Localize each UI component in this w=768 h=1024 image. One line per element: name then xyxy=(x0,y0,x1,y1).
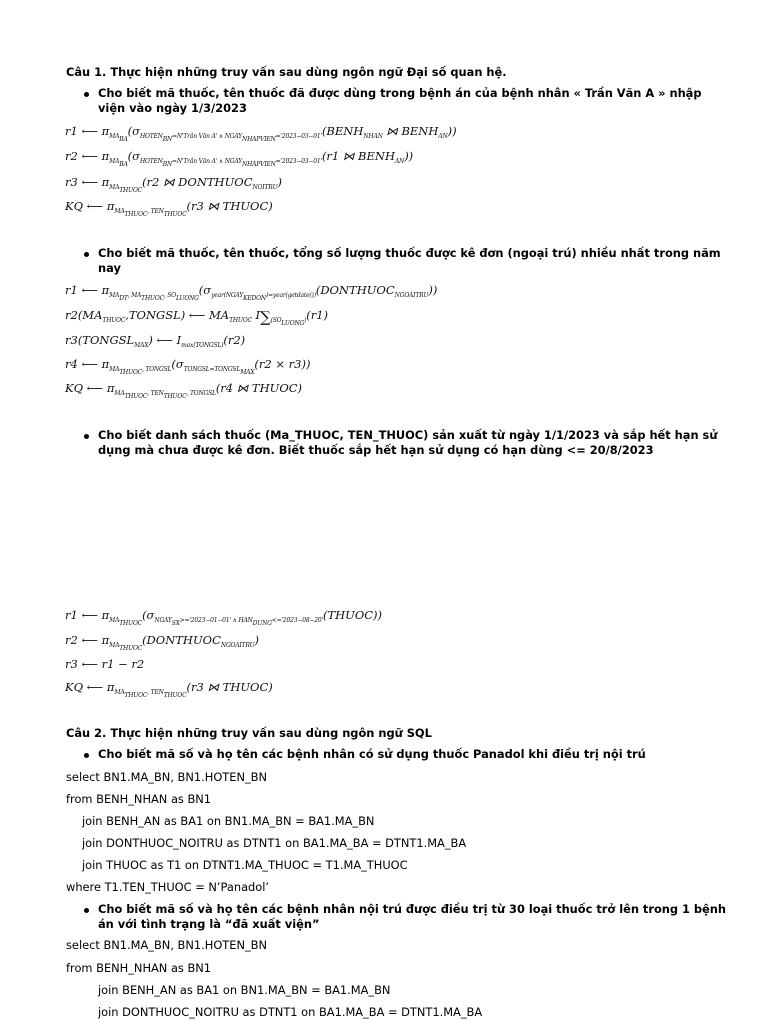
q2-item2-line2: án với tình trạng là “đã xuất viện” xyxy=(98,917,320,931)
question-1-heading: Câu 1. Thực hiện những truy vấn sau dùng ngôn ngữ Đại số quan hệ. xyxy=(66,65,507,79)
q1-item3-formula-r2: r2 ⟵ $\pi_{MA_{THUOC}}(DONTHUOC_{NGOAITRU})$ xyxy=(65,633,260,652)
sql-line: join DONTHUOC_NOITRU as DTNT1 on BA1.MA_BA = DTNT1.MA_BA xyxy=(98,1005,483,1019)
q1-item2-formula-r1: r1 ⟵ $\pi_{MA_{DT}, MA_{THUOC}, SO_{LUONG}}(\sigma_{year(NGAY_{KEDON})=year(getdate())}(DONTHUOC_{NGOAITRU}))$ xyxy=(65,283,438,302)
bullet xyxy=(84,434,89,439)
q1-item1-formula-r3: r3 ⟵ $\pi_{MA_{THUOC}}(r2$ ⋈ $DONTHUOC_{NOITRU}$) xyxy=(65,175,282,194)
q1-item2-formula-r2: $r2(MA_{THUOC},TONGSL)$ ⟵ $MA_{THUOC}$ $I_{\sum(SO_{LUONG})}(r1)$ xyxy=(65,308,329,327)
q1-item3-line2: dụng mà chưa được kê đơn. Biết thuốc sắp hết hạn sử dụng có hạn dùng <= 20/8/2023 xyxy=(98,443,654,457)
bullet xyxy=(84,908,89,913)
q1-item2-formula-r3: $r3(TONGSL_{MAX})$ ⟵ $I_{max(TONGSL)}(r2)$ xyxy=(65,333,246,349)
sql-line: join THUOC as T1 on DTNT1.MA_THUOC = T1.MA_THUOC xyxy=(82,858,408,872)
q1-item2-line1: Cho biết mã thuốc, tên thuốc, tổng số lượng thuốc được kê đơn (ngoại trú) nhiều nhất trong năm xyxy=(98,246,721,260)
q2-item2-line1: Cho biết mã số và họ tên các bệnh nhân nội trú được điều trị từ 30 loại thuốc trở lên trong 1 bệnh xyxy=(98,902,726,916)
q1-item1-formula-r2: r2 ⟵ $\pi_{MA_{BA}}(\sigma_{HOTEN_{BN}=N'Trần Văn A' \wedge NGAY_{NHAPVIEN}='2023-03-01'}(r1$ ⋈ $BENH_{AN}$)) xyxy=(65,149,414,168)
q1-item3-formula-r3: r3 ⟵ r1 − r2 xyxy=(65,657,145,671)
q1-item1-line2: viện vào ngày 1/3/2023 xyxy=(98,101,247,115)
sql-line: select BN1.MA_BN, BN1.HOTEN_BN xyxy=(66,770,267,784)
bullet xyxy=(84,753,89,758)
sql-line: where T1.TEN_THUOC = N’Panadol’ xyxy=(66,880,270,894)
q1-item2-formula-kq: KQ ⟵ $\pi_{MA_{THUOC}, TEN_{THUOC}, TONGSL}(r4$ ⋈ THUOC) xyxy=(65,381,303,400)
bullet xyxy=(84,92,89,97)
question-2-heading: Câu 2. Thực hiện những truy vấn sau dùng ngôn ngữ SQL xyxy=(66,726,432,740)
sql-line: join DONTHUOC_NOITRU as DTNT1 on BA1.MA_BA = DTNT1.MA_BA xyxy=(82,836,467,850)
q1-item3-formula-kq: KQ ⟵ $\pi_{MA_{THUOC}, TEN_{THUOC}}(r3$ ⋈ THUOC) xyxy=(65,680,273,699)
q1-item1-line1: Cho biết mã thuốc, tên thuốc đã được dùng trong bệnh án của bệnh nhân « Trần Văn A » nhập xyxy=(98,86,702,100)
sql-line: from BENH_NHAN as BN1 xyxy=(66,792,212,806)
q1-item1-formula-r1: r1 ⟵ $\pi_{MA_{BA}}(\sigma_{HOTEN_{BN}=N'Trần Văn A' \wedge NGAY_{NHAPVIEN}='2023-03-01'}(BENH_{NHAN}$ ⋈ $BENH_{AN}$)) xyxy=(65,124,457,143)
q1-item3-formula-r1: r1 ⟵ $\pi_{MA_{THUOC}}(\sigma_{NGAY_{SX}>='2023-01-01' \wedge HAN_{DUNG}<='2023-08-20'}(THUOC))$ xyxy=(65,608,383,627)
sql-line: select BN1.MA_BN, BN1.HOTEN_BN xyxy=(66,938,267,952)
q2-item1-line1: Cho biết mã số và họ tên các bệnh nhân có sử dụng thuốc Panadol khi điều trị nội trú xyxy=(98,747,646,761)
sql-line: join BENH_AN as BA1 on BN1.MA_BN = BA1.MA_BN xyxy=(98,983,391,997)
q1-item3-line1: Cho biết danh sách thuốc (Ma_THUOC, TEN_THUOC) sản xuất từ ngày 1/1/2023 và sắp hết hạn sử xyxy=(98,428,718,442)
q1-item2-line2: nay xyxy=(98,261,121,275)
q1-item1-formula-kq: KQ ⟵ $\pi_{MA_{THUOC}, TEN_{THUOC}}(r3$ ⋈ THUOC) xyxy=(65,199,273,218)
sql-line: from BENH_NHAN as BN1 xyxy=(66,961,212,975)
bullet xyxy=(84,252,89,257)
q1-item2-formula-r4: r4 ⟵ $\pi_{MA_{THUOC}, TONGSL}(\sigma_{TONGSL=TONGSL_{MAX}}(r2 \times r3))$ xyxy=(65,357,311,376)
sql-line: join BENH_AN as BA1 on BN1.MA_BN = BA1.MA_BN xyxy=(82,814,375,828)
